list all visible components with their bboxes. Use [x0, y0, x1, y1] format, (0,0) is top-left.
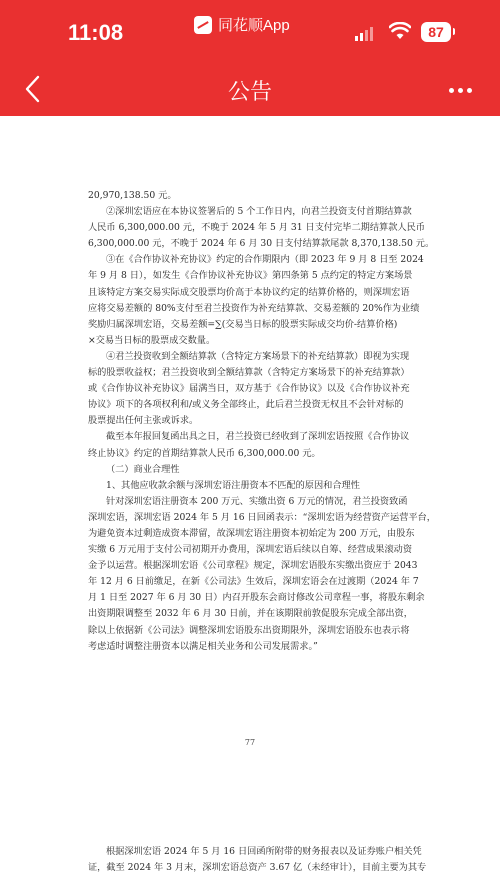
- wifi-icon: [389, 22, 411, 40]
- doc-line: 应将交易差额的 80%支付至君兰投资作为补充结算款、交易差额的 20%作为业绩: [88, 302, 420, 314]
- doc-line: 奖励归属深圳宏语，交易差额=∑(交易当日标的股票实际成交均价-结算价格): [88, 318, 398, 330]
- doc-line: ④君兰投资收到全额结算款（含特定方案场景下的补充结算款）即视为实现: [106, 350, 410, 362]
- doc-line: ③在《合作协议补充协议》约定的合作期限内（即 2023 年 9 月 8 日至 2024: [106, 254, 424, 266]
- doc-line: 人民币 6,300,000.00 元，不晚于 2024 年 5 月 31 日支付完毕二期结算款人民币: [88, 222, 425, 234]
- doc-line: 或《合作协议补充协议》届满当日，双方基于《合作协议》以及《合作协议补充: [88, 383, 410, 395]
- doc-line: 出资期限调整至 2032 年 6 月 30 日前，并在该期限前敦促股东完成全部出资，: [88, 608, 413, 620]
- doc-line: ×交易当日标的股票成交数量。: [88, 334, 216, 346]
- doc-line: 根据深圳宏语 2024 年 5 月 16 日回函所附带的财务报表以及证券账户相关凭: [106, 846, 422, 857]
- doc-line: 6,300,000.00 元，不晚于 2024 年 6 月 30 日支付结算款尾款 8,370,138.50 元。: [88, 238, 435, 250]
- doc-line: 月 1 日至 2027 年 6 月 30 日）内召开股东会商讨修改公司章程一事，将股东剩余: [88, 592, 425, 604]
- doc-line: 且该特定方案交易实际成交股票均价高于本协议约定的结算价格的，则深圳宏语: [88, 286, 410, 298]
- doc-line: ②深圳宏语应在本协议签署后的 5 个工作日内，向君兰投资支付首期结算款: [106, 206, 412, 218]
- doc-line: 20,970,138.50 元。: [88, 190, 177, 201]
- back-to-app-indicator[interactable]: [194, 14, 290, 35]
- battery-level: 87: [421, 22, 451, 42]
- nav-bar: [0, 64, 500, 116]
- doc-line: 除以上依据新《公司法》调整深圳宏语股东出资期限外，深圳宏语股东也表示将: [88, 624, 410, 636]
- next-document-page: [88, 844, 448, 876]
- status-bar: [0, 0, 500, 64]
- doc-line: 实缴 6 万元用于支付公司初期开办费用，深圳宏语后续以自筹、经营成果滚动资: [88, 544, 413, 556]
- doc-line: 考虑适时调整注册资本以满足相关业务和公司发展需求。”: [88, 640, 318, 652]
- battery-tip: [453, 28, 455, 35]
- doc-line: 标的股票收益权；君兰投资收到全额结算款（含特定方案场景下的补充结算款）: [88, 367, 410, 379]
- more-options-icon[interactable]: [449, 88, 472, 93]
- doc-line: 证，截至 2024 年 3 月末，深圳宏语总资产 3.67 亿（未经审计），目前主要为其专: [88, 862, 427, 873]
- announcement-document-viewer[interactable]: [0, 116, 500, 873]
- status-time: 11:08: [68, 20, 124, 45]
- app-name: 同花顺App: [218, 17, 290, 34]
- doc-line: 年 9 月 8 日），如发生《合作协议补充协议》第四条第 5 点约定的特定方案场景: [88, 270, 413, 282]
- cellular-signal-icon: [355, 27, 373, 41]
- doc-line: 年 12 月 6 日前缴足，在新《公司法》生效后，深圳宏语会在过渡期（2024 年 7: [88, 576, 419, 588]
- doc-line: 为避免资本过剩造成资本滞留，故深圳宏语注册资本初始定为 200 万元，由股东: [88, 527, 415, 539]
- doc-line: 股票提出任何主张或诉求。: [88, 415, 199, 427]
- doc-section-heading: （二）商业合理性: [106, 463, 180, 475]
- doc-line: 终止协议》约定的首期结算款人民币 6,300,000.00 元。: [88, 447, 321, 459]
- doc-line: 深圳宏语，深圳宏语 2024 年 5 月 16 日回函表示：“深圳宏语为经营资产运营平台，: [88, 511, 436, 523]
- doc-line: 针对深圳宏语注册资本 200 万元、实缴出资 6 万元的情况，君兰投资致函: [106, 495, 408, 507]
- page-number: 77: [244, 738, 256, 747]
- doc-line: 协议》项下的各项权利和/或义务全部终止，此后君兰投资无权且不会针对标的: [88, 399, 404, 411]
- doc-line: 截至本年报回复函出具之日，君兰投资已经收到了深圳宏语按照《合作协议: [106, 431, 410, 443]
- page-title: 公告: [227, 80, 272, 105]
- app-logo-icon: [194, 16, 212, 34]
- document-page: [88, 188, 438, 655]
- doc-subheading: 1、其他应收款余额与深圳宏语注册资本不匹配的原因和合理性: [106, 479, 360, 491]
- doc-line: 金予以运营。根据深圳宏语《公司章程》规定，深圳宏语股东实缴出资应于 2043: [88, 560, 418, 572]
